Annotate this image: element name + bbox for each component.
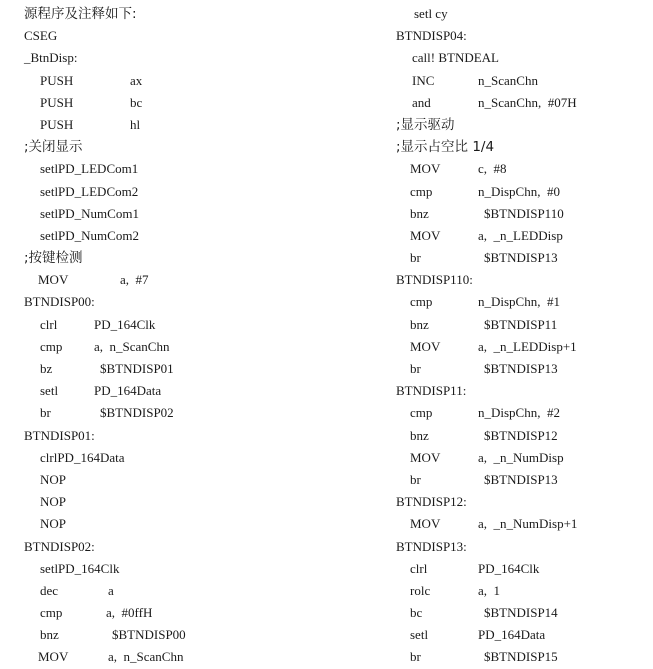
- code-token: MOV: [410, 449, 441, 465]
- code-token: br: [410, 361, 421, 376]
- code-line: [396, 469, 646, 491]
- code-line: [24, 380, 324, 402]
- code-line: [396, 447, 646, 469]
- code-line: [24, 225, 324, 247]
- code-line: [396, 203, 646, 225]
- code-operand: $BTNDISP110: [484, 205, 564, 221]
- code-line: [24, 558, 324, 580]
- code-line: [24, 402, 324, 424]
- code-line: [24, 3, 324, 25]
- code-operand: a, _n_LEDDisp: [478, 227, 563, 243]
- code-line: [24, 203, 324, 225]
- code-operand: a, 1: [478, 582, 501, 598]
- code-token: setlPD_NumCom1: [40, 205, 139, 221]
- code-token: PUSH: [40, 94, 74, 110]
- code-line: [24, 602, 324, 624]
- code-line: [24, 291, 324, 313]
- code-token: 源程序及注释如下:: [24, 6, 137, 22]
- code-operand: n_DispChn, #1: [478, 294, 560, 310]
- code-line: [396, 646, 646, 668]
- code-column-left: [24, 3, 324, 669]
- code-token: BTNDISP11:: [396, 383, 467, 399]
- code-token: BTNDISP04:: [396, 28, 467, 44]
- code-token: ;显示驱动: [396, 116, 455, 133]
- code-operand: $BTNDISP15: [484, 649, 558, 665]
- code-line: [396, 580, 646, 602]
- code-line: [24, 92, 324, 114]
- code-token: cmp: [40, 605, 63, 621]
- code-line: [396, 314, 646, 336]
- code-line: [396, 3, 646, 25]
- code-line: [396, 136, 646, 158]
- code-token: and: [412, 94, 431, 110]
- code-line: [24, 336, 324, 358]
- code-line: [396, 25, 646, 47]
- code-line: [24, 624, 324, 646]
- code-column-right: [396, 3, 646, 669]
- code-token: BTNDISP02:: [24, 538, 95, 554]
- code-token: INC: [412, 72, 435, 88]
- code-token: MOV: [410, 516, 441, 532]
- code-operand: $BTNDISP14: [484, 605, 558, 621]
- code-operand: PD_164Data: [94, 383, 162, 399]
- code-operand: bc: [130, 94, 143, 110]
- code-line: [396, 558, 646, 580]
- code-operand: $BTNDISP01: [100, 361, 174, 376]
- code-line: [24, 513, 324, 535]
- code-line: [396, 291, 646, 313]
- code-operand: PD_164Clk: [478, 560, 540, 576]
- code-operand: n_DispChn, #2: [478, 405, 560, 421]
- code-operand: $BTNDISP02: [100, 405, 174, 421]
- code-token: MOV: [38, 272, 69, 288]
- code-line: [396, 602, 646, 624]
- code-token: _BtnDisp:: [24, 50, 78, 66]
- code-line: [24, 47, 324, 69]
- code-token: NOP: [40, 494, 67, 510]
- code-line: [24, 247, 324, 269]
- code-line: [24, 70, 324, 92]
- code-operand: hl: [130, 116, 141, 132]
- code-token: setlPD_LEDCom1: [40, 161, 139, 177]
- code-token: setl cy: [414, 6, 448, 21]
- code-token: bnz: [40, 627, 59, 643]
- code-operand: a: [108, 582, 114, 598]
- code-line: [396, 536, 646, 558]
- code-token: BTNDISP13:: [396, 538, 467, 554]
- code-token: clrl: [40, 316, 58, 332]
- code-line: [24, 25, 324, 47]
- code-operand: a, n_ScanChn: [108, 649, 184, 665]
- code-line: [396, 247, 646, 269]
- code-token: dec: [40, 582, 59, 598]
- code-token: PUSH: [40, 72, 74, 88]
- code-line: [396, 358, 646, 380]
- code-operand: PD_164Data: [478, 627, 546, 643]
- code-line: [396, 181, 646, 203]
- code-line: [396, 491, 646, 513]
- code-operand: a, _n_NumDisp+1: [478, 516, 578, 532]
- code-token: bnz: [410, 427, 429, 443]
- code-token: setlPD_164Clk: [40, 560, 120, 576]
- code-line: [24, 646, 324, 668]
- code-line: [24, 491, 324, 513]
- code-line: [24, 580, 324, 602]
- code-token: bc: [410, 605, 423, 621]
- code-token: call! BTNDEAL: [412, 50, 500, 66]
- code-line: [24, 136, 324, 158]
- code-line: [396, 269, 646, 291]
- code-line: [24, 536, 324, 558]
- code-token: br: [40, 405, 51, 421]
- code-operand: $BTNDISP00: [112, 627, 186, 643]
- code-token: MOV: [410, 161, 441, 177]
- code-token: rolc: [410, 582, 431, 598]
- code-line: [396, 47, 646, 69]
- code-line: [396, 158, 646, 180]
- code-token: bnz: [410, 316, 429, 332]
- code-line: [396, 92, 646, 114]
- code-line: [24, 447, 324, 469]
- code-operand: $BTNDISP13: [484, 471, 558, 487]
- code-token: cmp: [410, 183, 433, 199]
- code-token: ;显示占空比 1/4: [396, 139, 495, 156]
- code-token: setlPD_NumCom2: [40, 227, 139, 243]
- code-line: [396, 114, 646, 136]
- code-line: [24, 114, 324, 136]
- code-operand: a, _n_NumDisp: [478, 449, 564, 465]
- code-token: NOP: [40, 471, 67, 487]
- code-token: bnz: [410, 205, 429, 221]
- code-operand: a, #0ffH: [106, 605, 153, 621]
- code-token: br: [410, 649, 421, 665]
- code-token: bz: [40, 361, 53, 376]
- code-line: [396, 402, 646, 424]
- code-line: [24, 314, 324, 336]
- code-token: BTNDISP01:: [24, 427, 95, 443]
- code-token: br: [410, 250, 421, 266]
- code-token: clrl: [410, 560, 428, 576]
- code-token: setl: [410, 627, 429, 643]
- code-operand: c, #8: [478, 161, 507, 177]
- code-operand: $BTNDISP11: [484, 316, 558, 332]
- code-operand: $BTNDISP13: [484, 361, 558, 376]
- code-line: [24, 469, 324, 491]
- code-token: cmp: [410, 405, 433, 421]
- code-line: [396, 70, 646, 92]
- code-line: [396, 225, 646, 247]
- code-operand: $BTNDISP12: [484, 427, 558, 443]
- code-operand: n_DispChn, #0: [478, 183, 560, 199]
- code-line: [396, 624, 646, 646]
- code-operand: n_ScanChn: [478, 72, 538, 88]
- code-token: ;关闭显示: [24, 139, 83, 156]
- code-line: [396, 380, 646, 402]
- code-token: MOV: [410, 338, 441, 354]
- code-token: MOV: [410, 227, 441, 243]
- code-token: NOP: [40, 516, 67, 532]
- code-token: setlPD_LEDCom2: [40, 183, 139, 199]
- code-line: [24, 158, 324, 180]
- code-token: BTNDISP12:: [396, 494, 467, 510]
- code-token: ;按键检测: [24, 250, 83, 267]
- code-operand: PD_164Clk: [94, 316, 156, 332]
- code-line: [24, 269, 324, 291]
- code-operand: a, n_ScanChn: [94, 338, 170, 354]
- code-operand: CSEG: [24, 28, 58, 44]
- code-token: clrlPD_164Data: [40, 449, 125, 465]
- code-operand: ax: [130, 72, 143, 88]
- code-token: MOV: [38, 649, 69, 665]
- code-line: [24, 358, 324, 380]
- code-token: BTNDISP00:: [24, 294, 95, 310]
- code-line: [396, 336, 646, 358]
- code-operand: a, #7: [120, 272, 149, 288]
- code-operand: a, _n_LEDDisp+1: [478, 338, 577, 354]
- code-token: cmp: [40, 338, 63, 354]
- code-token: setl: [40, 383, 59, 399]
- code-line: [24, 425, 324, 447]
- code-operand: n_ScanChn, #07H: [478, 94, 577, 110]
- code-token: br: [410, 471, 421, 487]
- code-token: PUSH: [40, 116, 74, 132]
- code-line: [24, 181, 324, 203]
- code-token: BTNDISP110:: [396, 272, 473, 288]
- code-line: [396, 513, 646, 535]
- code-operand: $BTNDISP13: [484, 250, 558, 266]
- code-token: cmp: [410, 294, 433, 310]
- code-line: [396, 425, 646, 447]
